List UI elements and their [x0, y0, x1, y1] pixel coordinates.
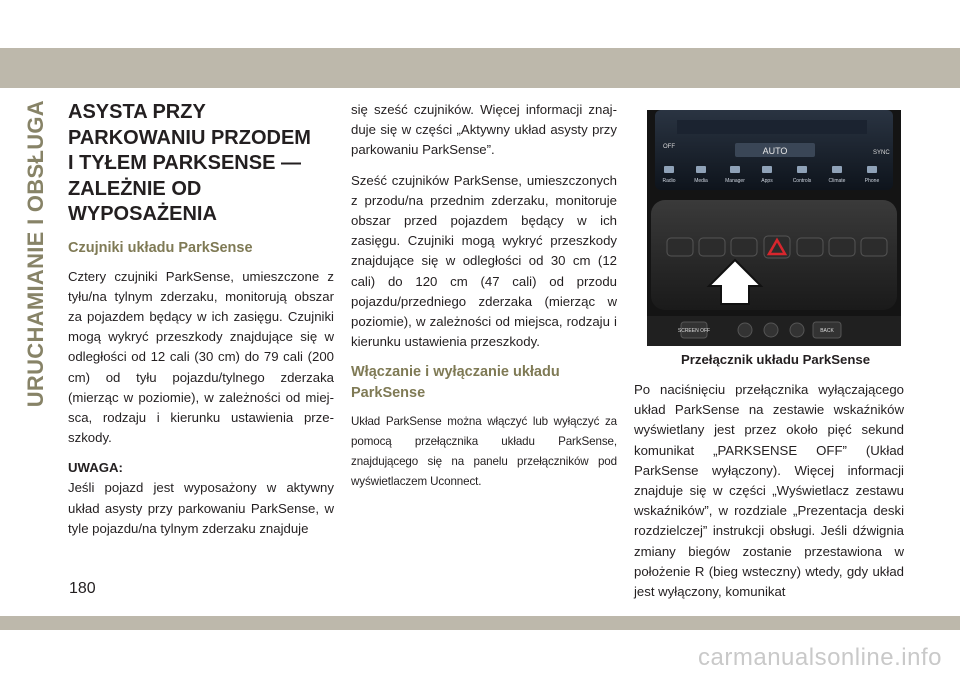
section-heading-on-off: Włączanie i wyłączanie układu ParkSense	[351, 364, 560, 402]
parksense-switch[interactable]	[667, 238, 693, 256]
svg-text:Manager: Manager	[725, 178, 745, 184]
svg-text:SCREEN OFF: SCREEN OFF	[677, 328, 711, 334]
top-band	[0, 48, 960, 88]
auto-label: AUTO	[762, 146, 788, 156]
svg-text:Apps: Apps	[761, 178, 773, 184]
note-title: UWAGA:	[68, 460, 123, 476]
section-heading-sensors: Czujniki układu ParkSense	[68, 239, 253, 256]
chapter-title: URUCHAMIANIE I OBSŁUGA	[23, 100, 48, 408]
front-sensors-paragraph: Sześć czujników ParkSense, umieszczonych z przodu/na przednim zderzaku, monitoruje obszar przed pojazdem będący w ich zasięgu. Czujniki mogą wykryć przeszkody znajdujące się w odległości od 30 cm (12 cali) do 120 cm (47 cali) od przodu pojazdu/przedniego zderzaka (mierząc w poziomie), w zależności od miejsca, rodzaju i kierunku ustawienia przeszkody.	[351, 172, 617, 350]
svg-text:Media: Media	[694, 178, 708, 184]
dashboard-illustration	[647, 110, 901, 346]
svg-text:Controls: Controls	[792, 178, 812, 184]
svg-text:SYNC: SYNC	[873, 150, 890, 156]
column-right	[634, 105, 904, 602]
column-left	[68, 100, 334, 539]
figure-caption: Przełącznik układu ParkSense	[680, 352, 871, 367]
svg-text:Phone: Phone	[864, 178, 880, 184]
note-paragraph: Jeśli pojazd jest wyposażony w aktywny układ asysty przy parkowaniu ParkSense, w tyle pojazdu/na tylnym zderzaku znajduje	[68, 480, 334, 536]
svg-text:Radio: Radio	[662, 178, 676, 184]
svg-text:Climate: Climate	[828, 178, 846, 184]
sensors-paragraph: Cztery czujniki ParkSense, umieszczone z tyłu/na tylnym zderzaku, monitorują obszar za pojazdem będący w ich zasięgu. Czujniki mogą wykryć przeszkody znajdujące się w odległości od 12 cali (30 cm) do 79 cali (200 cm) od tyłu pojazdu/tylnego zderzaka (mierząc w poziomie), w zależności od miejsca, rodzaju i kierunku ustawienia przeszkody.	[68, 268, 334, 446]
parksense-switch-photo	[647, 110, 901, 346]
chapter-side-tab	[22, 100, 50, 500]
active-assist-paragraph: się sześć czujników. Więcej informacji znajduje się w części „Aktywny układ asysty przy parkowaniu ParkSense”.	[351, 102, 617, 158]
page-title: ASYSTA PRZY PARKOWANIU PRZODEM I TYŁEM PARKSENSE — ZALEŻNIE OD WYPOSAŻENIA	[68, 101, 311, 225]
parksense-off-paragraph: Po naciśnięciu przełącznika wyłączającego układ ParkSense na zestawie wskaźników wyświetlany jest przez około pięć sekund komunikat „PARKSENSE OFF” (Układ ParkSense wyłączony). Więcej informacji znajduje się w części „Wyświetlacz zestawu wskaźników”, w rozdziale „Prezentacja deski rozdzielczej” instrukcji obsługi. Jeśli dźwignia zmiany biegów zostanie przestawiona w położenie R (bieg wsteczny) wtedy, gdy układ jest wyłączony, komunikat	[634, 382, 904, 600]
svg-text:BACK: BACK	[820, 328, 834, 334]
page-number: 180	[69, 580, 96, 597]
bottom-band	[0, 616, 960, 630]
on-off-paragraph: Układ ParkSense można włączyć lub wyłączyć za pomocą przełącznika układu ParkSense, znajdującego się na panelu przełączników pod wyświetlaczem Uconnect.	[351, 415, 617, 489]
column-middle	[351, 100, 617, 492]
watermark: carmanualsonline.info	[698, 644, 942, 671]
svg-text:OFF: OFF	[663, 144, 675, 150]
